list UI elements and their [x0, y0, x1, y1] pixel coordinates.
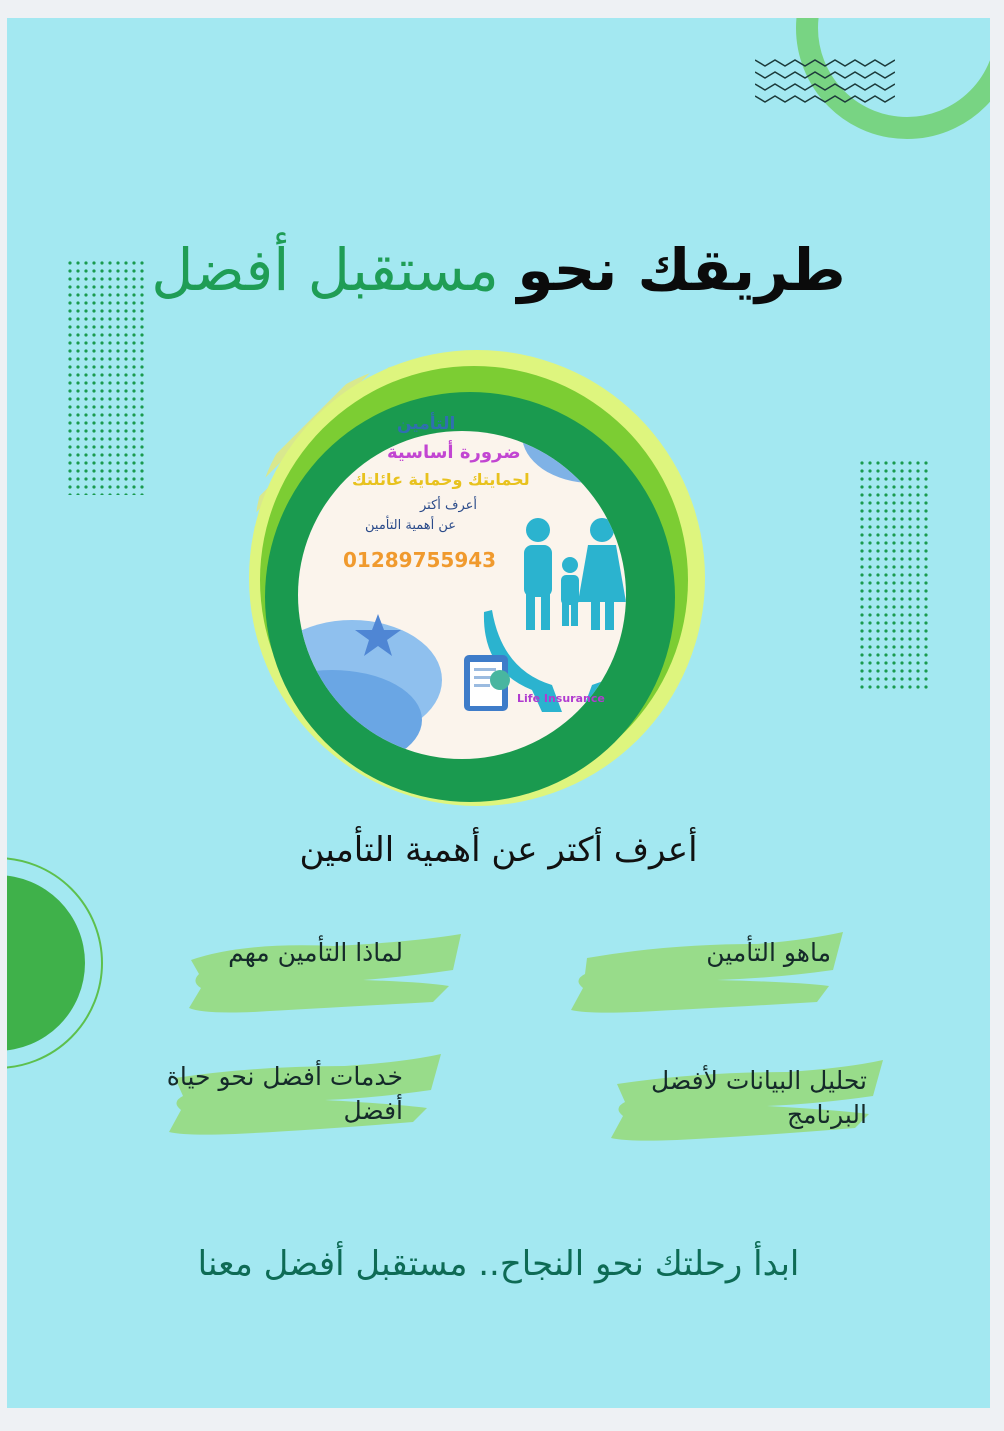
image-learn-line1: أعرف أكتر	[420, 498, 478, 513]
item-better-services: خدمات أفضل نحو حياة أفضل	[166, 1062, 403, 1125]
image-phone: 01289755943	[343, 548, 497, 572]
image-heading: التأمين	[397, 414, 456, 434]
image-brand: Life Insurance	[517, 692, 605, 705]
image-line2: لحمايتك وحماية عائلتك	[352, 470, 530, 489]
dot-grid-right	[859, 460, 931, 692]
title-dark-part: طريقك نحو	[517, 236, 846, 304]
item-data-analysis: تحليل البيانات لأفضل البرنامج	[651, 1066, 867, 1129]
image-learn-line2: عن أهمية التأمين	[365, 518, 457, 533]
image-line1: ضرورة أساسية	[387, 442, 521, 463]
footer-slogan: ابدأ رحلتك نحو النجاح.. مستقبل أفضل معنا	[197, 1244, 800, 1284]
item-why-insurance: لماذا التأمين مهم	[228, 938, 403, 967]
center-circle-graphic	[212, 340, 732, 810]
section-subtitle: أعرف أكتر عن أهمية التأمين	[299, 830, 698, 870]
half-circle-decoration	[7, 848, 117, 1078]
page-title	[7, 230, 990, 310]
title-green-part: مستقبل أفضل	[151, 236, 499, 304]
poster	[7, 18, 990, 1408]
zigzag-decoration	[755, 56, 895, 106]
item-what-is-insurance: ماهو التأمين	[706, 938, 831, 967]
